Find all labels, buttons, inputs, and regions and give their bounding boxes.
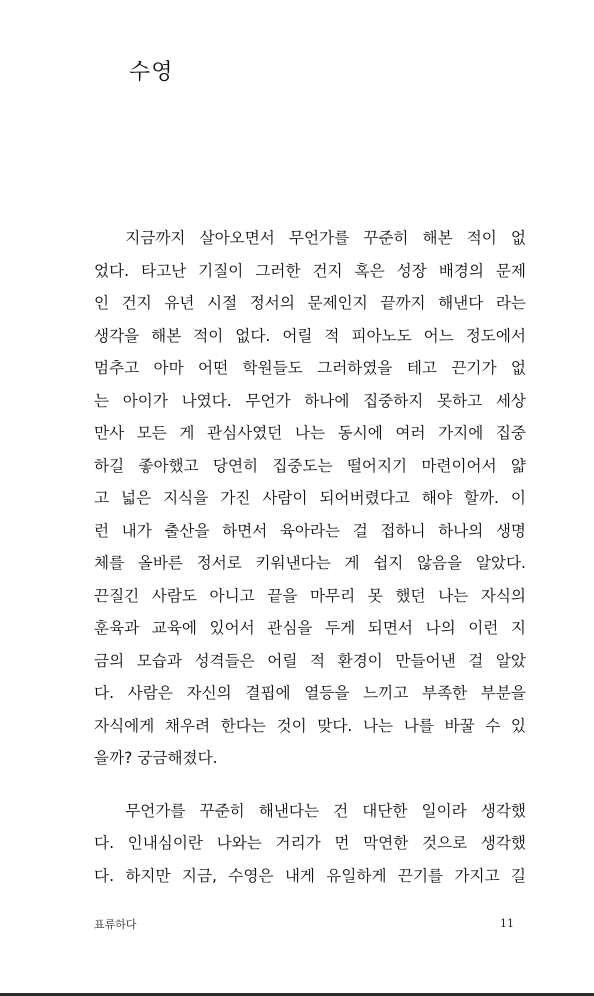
text-line: 인 건지 유년 시절 정서의 문제인지 끝까지 해낸다 라는 [94, 294, 526, 312]
text-line: 자식에게 채우려 한다는 것이 맞다. 나는 나를 바꿀 수 있 [94, 716, 526, 735]
text-line: 다. 하지만 지금, 수영은 내게 유일하게 끈기를 가지고 길 [94, 866, 526, 885]
text-line: 만사 모든 게 관심사였던 나는 동시에 여러 가지에 집중 [94, 424, 526, 442]
chapter-title: 수영 [129, 60, 174, 85]
paragraph-gap [94, 775, 526, 795]
text-line: 는 아이가 나였다. 무언가 하나에 집중하지 못하고 세상 [94, 391, 526, 410]
running-footer-book-title: 표류하다 [94, 918, 137, 931]
page-number: 11 [500, 917, 514, 930]
text-line: 지금까지 살아오면서 무언가를 꾸준히 해본 적이 없 [125, 229, 526, 247]
text-line: 생각을 해본 적이 없다. 어릴 적 피아노도 어느 정도에서 [94, 326, 526, 345]
text-line: 훈육과 교육에 있어서 관심을 두게 되면서 나의 이런 지 [94, 619, 526, 637]
paragraph-1 [94, 222, 526, 775]
text-line: 하길 좋아했고 당연히 집중도는 떨어지기 마련이어서 얇 [94, 456, 526, 475]
text-line: 끈질긴 사람도 아니고 끝을 마무리 못 했던 나는 자식의 [94, 586, 526, 605]
text-line: 을까? 궁금해졌다. [94, 749, 218, 767]
text-line: 무언가를 꾸준히 해낸다는 건 대단한 일이라 생각했 [125, 801, 526, 820]
text-line: 다. 인내심이란 나와는 거리가 먼 막연한 것으로 생각했 [94, 834, 526, 852]
text-line: 런 내가 출산을 하면서 육아라는 걸 접하니 하나의 생명 [94, 521, 526, 540]
text-line: 체를 올바른 정서로 키워낸다는 게 쉽지 않음을 알았다. [94, 554, 526, 572]
body-text [94, 222, 526, 892]
text-line: 었다. 타고난 기질이 그러한 건지 혹은 성장 배경의 문제 [94, 261, 526, 280]
text-line: 다. 사람은 자신의 결핍에 열등을 느끼고 부족한 부분을 [94, 684, 526, 702]
text-line: 금의 모습과 성격들은 어릴 적 환경이 만들어낸 걸 알았 [94, 651, 526, 670]
text-line: 고 넓은 지식을 가진 사람이 되어버렸다고 해야 할까. 이 [94, 489, 526, 507]
text-line: 멈추고 아마 어떤 학원들도 그러하였을 테고 끈기가 없 [94, 359, 526, 377]
paragraph-2 [94, 795, 526, 893]
